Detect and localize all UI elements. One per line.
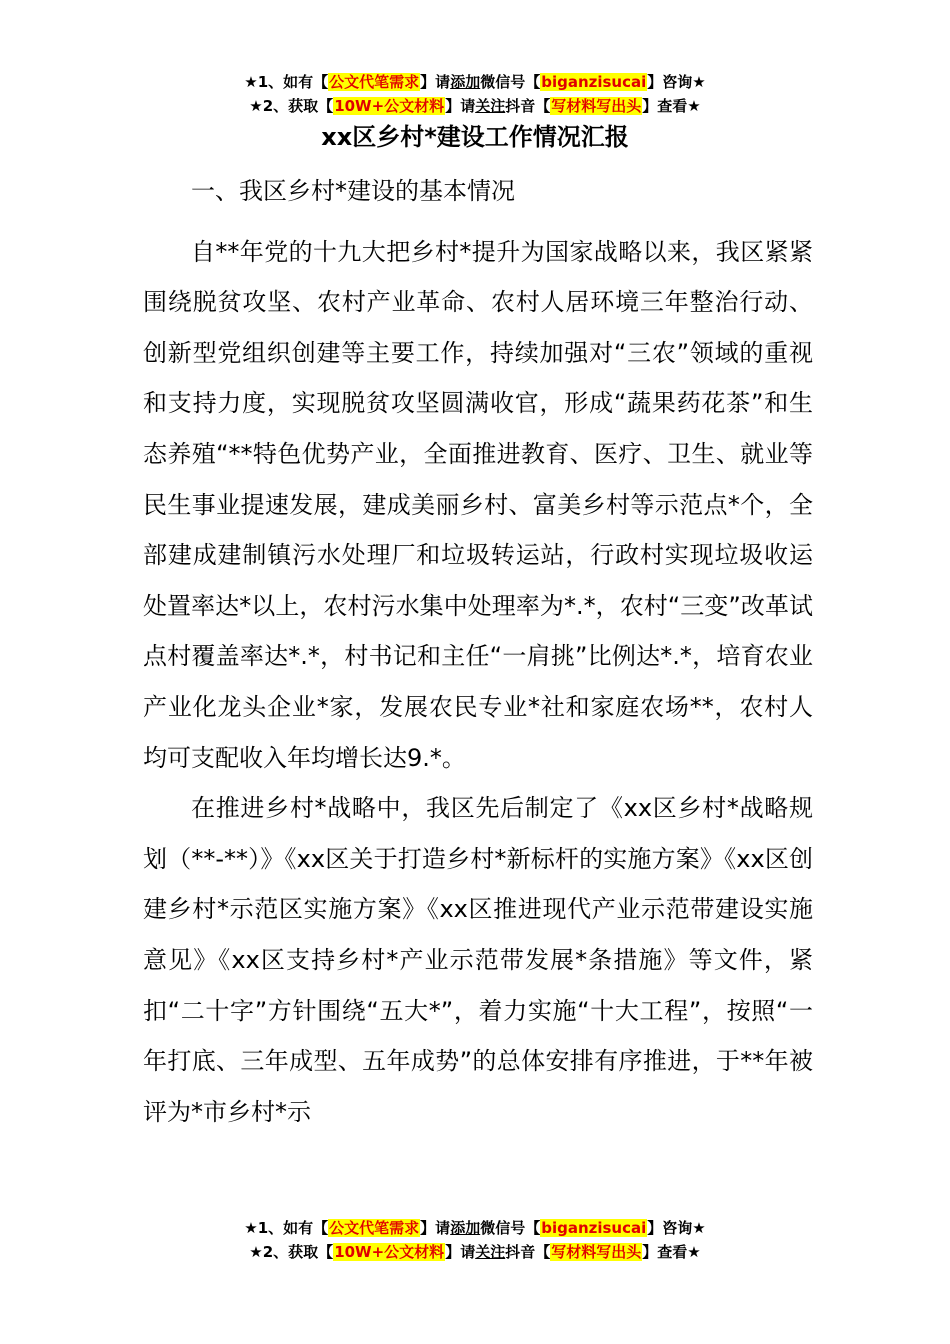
promo-line-1: [0, 70, 950, 94]
promo-text: 】咨询★: [647, 1219, 706, 1237]
document-title: xx区乡村*建设工作情况汇报: [321, 123, 629, 151]
promo-text: ★2、获取【: [249, 97, 334, 115]
promo-underline: 关注: [475, 1243, 506, 1261]
body-paragraph: 自**年党的十九大把乡村*提升为国家战略以来，我区紧紧围绕脱贫攻坚、农村产业革命、农村人居环境三年整治行动、创新型党组织创建等主要工作，持续加强对“三农”领域的重视和支持力度，实现脱贫攻坚圆满收官，形成“蔬果药花茶”和生态养殖“**特色优势产业，全面推进教育、医疗、卫生、就业等民生事业提速发展，建成美丽乡村、富美乡村等示范点*个，全部建成建制镇污水处理厂和垃圾转运站，行政村实现垃圾收运处置率达*以上，农村污水集中处理率为*.*，农村“三变”改革试点村覆盖率达*.*，村书记和主任“一肩挑”比例达*.*，培育农业产业化龙头企业*家，发展农民专业*社和家庭农场**，农村人均可支配收入年均增长达9.*。: [143, 237, 813, 772]
promo-text: 微信号【: [480, 1219, 541, 1237]
promo-text: 微信号【: [480, 73, 541, 91]
promo-highlight: 10W+公文材料: [334, 1243, 445, 1261]
promo-line-2: [0, 94, 950, 118]
promo-highlight: 写材料写出头: [551, 1243, 642, 1261]
body-paragraph: 在推进乡村*战略中，我区先后制定了《xx区乡村*战略规划（**-**）》《xx区关于打造乡村*新标杆的实施方案》《xx区创建乡村*示范区实施方案》《xx区推进现代产业示范带建设实施意见》《xx区支持乡村*产业示范带发展*条措施》等文件，紧扣“二十字”方针围绕“五大*”，着力实施“十大工程”，按照“一年打底、三年成型、五年成势”的总体安排有序推进，于**年被评为*市乡村*示: [143, 794, 813, 1126]
promo-highlight: biganzisucai: [541, 73, 647, 91]
promo-text: 】请: [445, 1243, 476, 1261]
promo-highlight: 公文代笔需求: [329, 73, 420, 91]
promo-text: 抖音【: [505, 1243, 551, 1261]
promo-highlight: biganzisucai: [541, 1219, 647, 1237]
promo-text: 】请: [420, 1219, 451, 1237]
promo-text: 】咨询★: [647, 73, 706, 91]
promo-text: ★1、如有【: [244, 1219, 329, 1237]
promo-text: 】请: [445, 97, 476, 115]
promo-text: ★1、如有【: [244, 73, 329, 91]
promo-highlight: 写材料写出头: [551, 97, 642, 115]
promo-underline: 关注: [475, 97, 506, 115]
promo-banner-bottom: [0, 1216, 950, 1264]
promo-highlight: 公文代笔需求: [329, 1219, 420, 1237]
promo-underline: 添加: [450, 1219, 481, 1237]
promo-text: 】查看★: [642, 97, 701, 115]
promo-text: 】请: [420, 73, 451, 91]
promo-line-2: [0, 1240, 950, 1264]
promo-line-1: [0, 1216, 950, 1240]
promo-text: 】查看★: [642, 1243, 701, 1261]
document-body: [143, 166, 813, 1137]
promo-text: ★2、获取【: [249, 1243, 334, 1261]
section-heading: 一、我区乡村*建设的基本情况: [191, 177, 515, 205]
promo-underline: 添加: [450, 73, 481, 91]
promo-banner-top: [0, 70, 950, 118]
promo-highlight: 10W+公文材料: [334, 97, 445, 115]
promo-text: 抖音【: [505, 97, 551, 115]
